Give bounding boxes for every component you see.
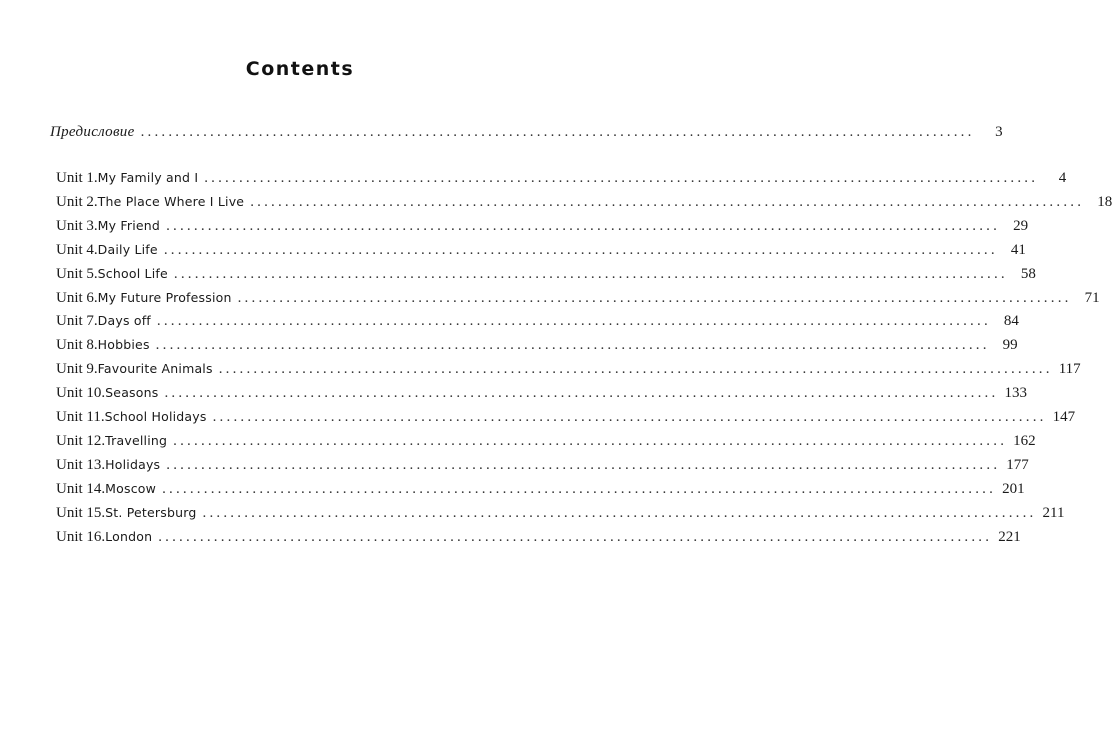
- unit-page-number: 99: [1002, 337, 1018, 354]
- dot-leader: ........................................................................................................................: [250, 193, 1085, 210]
- dot-leader: ........................................................................................................................: [163, 241, 998, 258]
- page-title: Contents: [245, 58, 355, 80]
- preface-page-number: 3: [995, 124, 1003, 140]
- toc-row[interactable]: [56, 313, 1019, 330]
- unit-title: Days off: [97, 313, 151, 329]
- unit-number: Unit 15.: [56, 504, 106, 521]
- unit-title: My Friend: [97, 217, 161, 233]
- unit-title: My Future Profession: [97, 289, 232, 305]
- toc-row-preface[interactable]: [50, 124, 1003, 141]
- unit-title: London: [105, 528, 153, 544]
- unit-page-number: 71: [1084, 289, 1100, 306]
- unit-number: Unit 10.: [56, 385, 106, 402]
- unit-number: Unit 12.: [56, 432, 106, 449]
- toc-row[interactable]: [56, 217, 1029, 235]
- toc-row[interactable]: [56, 528, 1021, 546]
- unit-title: St. Petersburg: [105, 504, 197, 520]
- unit-title: Favourite Animals: [97, 361, 213, 377]
- toc-row[interactable]: [56, 289, 1100, 307]
- dot-leader: ........................................................................................................................: [140, 124, 975, 140]
- unit-page-number: 201: [1002, 480, 1025, 497]
- toc-row[interactable]: [56, 361, 1081, 378]
- dot-leader: ........................................................................................................................: [158, 528, 993, 545]
- toc-row[interactable]: [56, 193, 1112, 211]
- unit-title: Moscow: [105, 480, 157, 496]
- toc-row[interactable]: [56, 337, 1018, 354]
- unit-page-number: 4: [1058, 170, 1067, 186]
- dot-leader: ........................................................................................................................: [173, 265, 1008, 282]
- unit-number: Unit 1.: [56, 170, 98, 186]
- dot-leader: ........................................................................................................................: [155, 337, 990, 354]
- unit-page-number: 29: [1013, 217, 1029, 234]
- unit-page-number: 211: [1042, 504, 1065, 521]
- unit-title: School Holidays: [104, 409, 207, 424]
- unit-number: Unit 13.: [56, 456, 106, 473]
- dot-leader: ........................................................................................................................: [237, 289, 1072, 306]
- toc-row[interactable]: [56, 241, 1026, 259]
- toc-row[interactable]: [56, 480, 1025, 498]
- dot-leader: ........................................................................................................................: [166, 217, 1001, 234]
- toc-row[interactable]: [56, 170, 1067, 187]
- unit-page-number: 177: [1006, 456, 1029, 473]
- unit-number: Unit 9.: [56, 361, 98, 378]
- unit-number: Unit 6.: [56, 289, 98, 306]
- unit-number: Unit 14.: [56, 480, 106, 497]
- unit-page-number: 58: [1020, 265, 1036, 282]
- preface-title: Предисловие: [50, 124, 135, 140]
- unit-title: My Family and I: [97, 170, 199, 185]
- unit-page-number: 221: [998, 528, 1021, 545]
- unit-page-number: 133: [1004, 385, 1027, 402]
- unit-number: Unit 5.: [56, 265, 98, 282]
- unit-title: Hobbies: [97, 337, 150, 353]
- unit-page-number: 147: [1052, 409, 1076, 425]
- unit-title: Daily Life: [97, 241, 158, 257]
- dot-leader: ........................................................................................................................: [202, 504, 1037, 521]
- unit-page-number: 84: [1003, 313, 1019, 330]
- toc-row[interactable]: [56, 409, 1076, 426]
- unit-number: Unit 7.: [56, 313, 98, 330]
- dot-leader: ........................................................................................................................: [204, 170, 1039, 186]
- unit-title: Holidays: [105, 456, 161, 472]
- toc-row[interactable]: [56, 504, 1065, 522]
- dot-leader: ........................................................................................................................: [166, 456, 1001, 473]
- unit-page-number: 41: [1010, 241, 1026, 258]
- dot-leader: ........................................................................................................................: [164, 385, 999, 402]
- toc-row[interactable]: [56, 432, 1036, 450]
- dot-leader: ........................................................................................................................: [162, 480, 997, 497]
- dot-leader: ........................................................................................................................: [212, 409, 1047, 425]
- toc-row[interactable]: [56, 265, 1036, 283]
- unit-number: Unit 2.: [56, 193, 98, 210]
- dot-leader: ........................................................................................................................: [218, 361, 1053, 378]
- unit-title: Travelling: [105, 432, 168, 448]
- toc-row[interactable]: [56, 456, 1029, 474]
- unit-number: Unit 16.: [56, 528, 106, 545]
- dot-leader: ........................................................................................................................: [156, 313, 991, 330]
- unit-number: Unit 3.: [56, 217, 98, 234]
- toc-row[interactable]: [56, 385, 1027, 402]
- unit-page-number: 117: [1058, 361, 1081, 378]
- dot-leader: ........................................................................................................................: [173, 432, 1008, 449]
- unit-page-number: 18: [1097, 193, 1112, 210]
- unit-page-number: 162: [1013, 432, 1036, 449]
- unit-title: School Life: [97, 265, 168, 281]
- unit-title: The Place Where I Live: [97, 193, 245, 209]
- unit-title: Seasons: [105, 385, 159, 401]
- unit-number: Unit 4.: [56, 241, 98, 258]
- unit-number: Unit 8.: [56, 337, 98, 354]
- unit-number: Unit 11.: [56, 409, 105, 425]
